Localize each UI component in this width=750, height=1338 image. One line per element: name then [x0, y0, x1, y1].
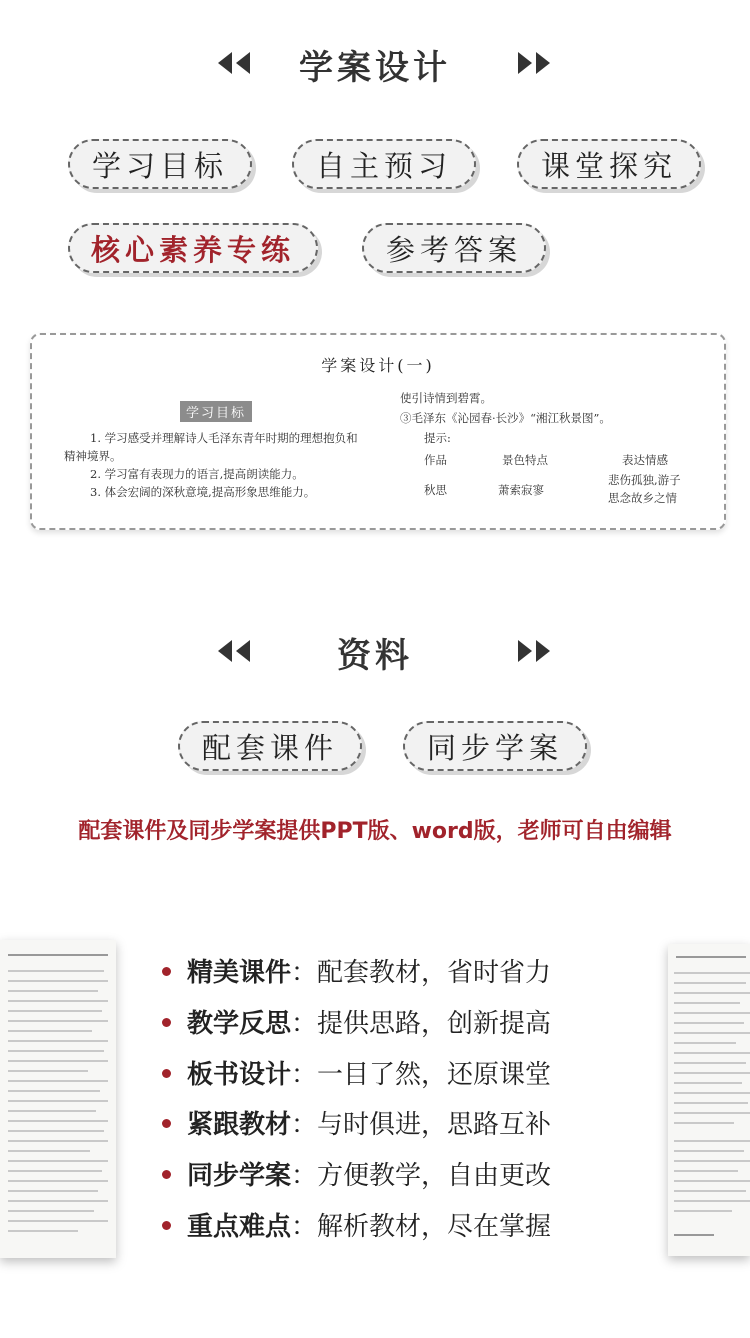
- bullet-dot-icon: [162, 1018, 171, 1027]
- col-emotion: 表达情感: [622, 453, 668, 467]
- right-line-2: ③毛泽东《沁园春·长沙》“湘江秋景图”。: [400, 411, 611, 425]
- doc-title: 学案设计(一): [321, 356, 435, 375]
- doc-section-tag: 学习目标: [180, 401, 252, 422]
- feature-desc: ：配套教材，省时省力: [291, 958, 552, 988]
- bullet-dot-icon: [162, 1069, 171, 1078]
- goal-line-1: 1. 学习感受并理解诗人毛泽东青年时期的理想抱负和: [90, 431, 358, 445]
- row-scene: 萧索寂寥: [498, 483, 544, 497]
- feature-item: [162, 952, 551, 989]
- goal-line-1b: 精神境界。: [64, 449, 122, 463]
- section-title-design: 学案设计: [299, 48, 451, 88]
- tab-learning-goals[interactable]: 学习目标: [68, 139, 252, 189]
- tab-self-preview[interactable]: 自主预习: [292, 139, 476, 189]
- sync-study-plan-button[interactable]: 同步学案: [403, 721, 587, 771]
- feature-desc: ：方便教学，自由更改: [291, 1161, 552, 1191]
- hint-label: 提示:: [424, 431, 451, 445]
- feature-key: 同步学案: [187, 1161, 292, 1191]
- tab-class-inquiry[interactable]: 课堂探究: [517, 139, 701, 189]
- book-page-right-image: [668, 944, 750, 1256]
- bullet-dot-icon: [162, 1119, 171, 1128]
- feature-key: 重点难点: [187, 1212, 292, 1242]
- feature-item: [162, 1155, 551, 1192]
- col-scene: 景色特点: [502, 453, 548, 467]
- feature-desc: ：解析教材，尽在掌握: [291, 1212, 552, 1242]
- section-title-materials: 资料: [337, 636, 413, 676]
- feature-key: 紧跟教材: [187, 1110, 292, 1140]
- bullet-dot-icon: [162, 967, 171, 976]
- goal-line-2: 2. 学习富有表现力的语言,提高朗读能力。: [90, 467, 304, 481]
- feature-item: [162, 1104, 551, 1141]
- feature-key: 教学反思: [187, 1009, 292, 1039]
- feature-item: [162, 1054, 551, 1091]
- bullet-dot-icon: [162, 1170, 171, 1179]
- feature-desc: ：一目了然，还原课堂: [291, 1060, 552, 1090]
- row-work: 秋思: [424, 483, 447, 497]
- row-emotion-2: 思念故乡之情: [608, 491, 677, 505]
- edit-caption: 配套课件及同步学案提供PPT版、word版，老师可自由编辑: [78, 819, 672, 844]
- double-right-arrow-icon: [516, 640, 550, 662]
- row-emotion-1: 悲伤孤独,游子: [608, 473, 681, 487]
- feature-item: [162, 1003, 551, 1040]
- tab-core-literacy[interactable]: 核心素养专练: [68, 223, 318, 273]
- feature-key: 精美课件: [187, 958, 292, 988]
- feature-desc: ：提供思路，创新提高: [291, 1009, 552, 1039]
- tab-answers[interactable]: 参考答案: [362, 223, 546, 273]
- bullet-dot-icon: [162, 1221, 171, 1230]
- double-right-arrow-icon: [516, 52, 550, 74]
- feature-key: 板书设计: [187, 1060, 292, 1090]
- courseware-button[interactable]: 配套课件: [178, 721, 362, 771]
- feature-desc: ：与时俱进，思路互补: [291, 1110, 552, 1140]
- right-line-1: 使引诗情到碧霄。: [400, 391, 492, 405]
- col-work: 作品: [424, 453, 447, 467]
- feature-item: [162, 1206, 551, 1243]
- goal-line-3: 3. 体会宏阔的深秋意境,提高形象思维能力。: [90, 485, 316, 499]
- preview-card: [30, 333, 726, 530]
- book-page-left-image: [0, 940, 116, 1258]
